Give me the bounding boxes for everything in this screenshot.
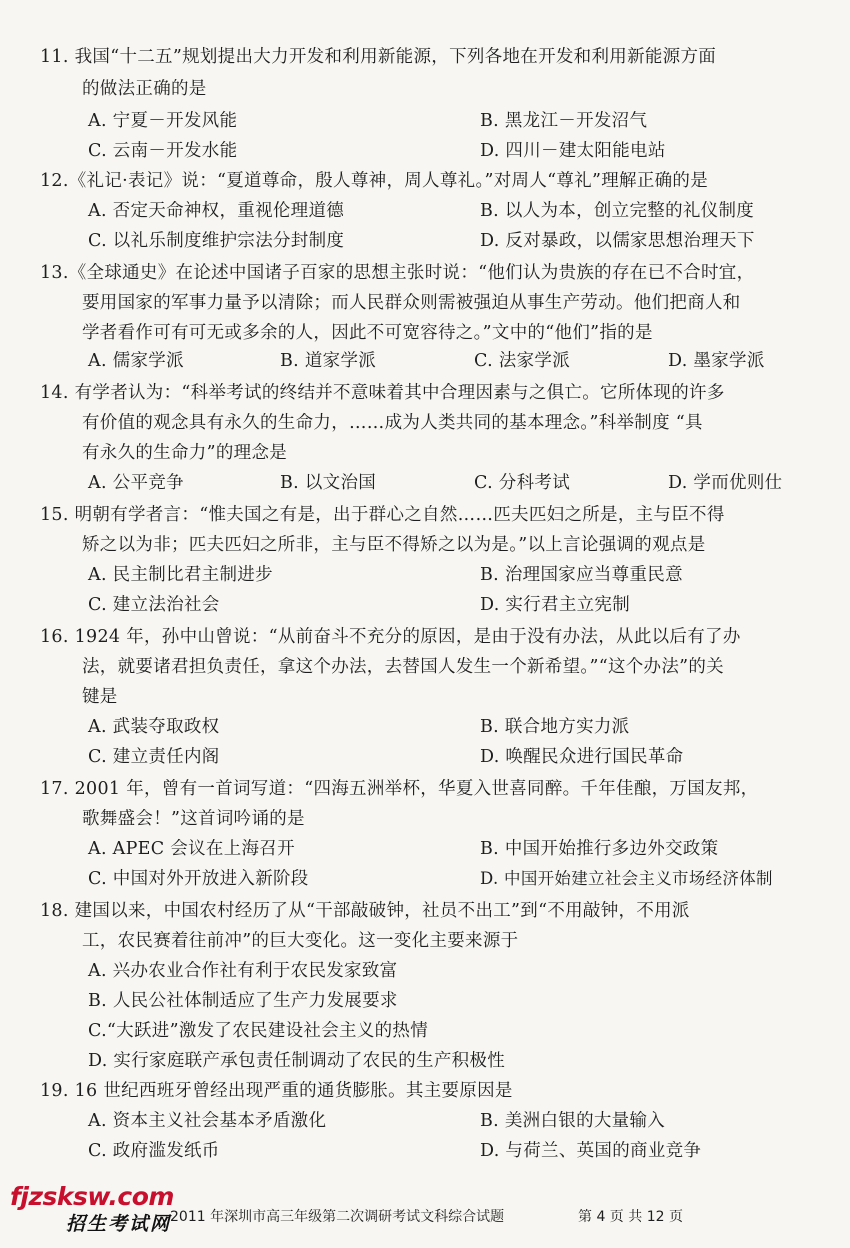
footer-exam-title: 2011 年深圳市高三年级第二次调研考试文科综合试题 bbox=[170, 1209, 505, 1225]
watermark-logo: fjzsksw.com bbox=[10, 1182, 174, 1211]
q19-option-c: C. 政府滥发纸币 bbox=[88, 1141, 220, 1161]
q16-option-c: C. 建立责任内阁 bbox=[88, 747, 220, 767]
q17-stem-line1: 17. 2001 年，曾有一首词写道：“四海五洲举杯，华夏入世喜同醉。千年佳酿，万国友邦， bbox=[40, 779, 759, 799]
q19-option-d: D. 与荷兰、英国的商业竞争 bbox=[480, 1141, 702, 1161]
q18-option-c: C.“大跃进”激发了农民建设社会主义的热情 bbox=[88, 1021, 429, 1041]
q12-option-d: D. 反对暴政，以儒家思想治理天下 bbox=[480, 231, 755, 251]
q13-option-b: B. 道家学派 bbox=[280, 351, 377, 371]
q14-stem-line1: 14. 有学者认为：“科举考试的终结并不意味着其中合理因素与之俱亡。它所体现的许多 bbox=[40, 383, 725, 403]
q17-stem-line2: 歌舞盛会！”这首词吟诵的是 bbox=[82, 809, 305, 829]
q11-option-a: A. 宁夏－开发风能 bbox=[88, 111, 238, 131]
q13-option-c: C. 法家学派 bbox=[474, 351, 570, 371]
watermark-subtitle: 招生考试网 bbox=[66, 1213, 172, 1235]
q12-option-a: A. 否定天命神权，重视伦理道德 bbox=[88, 201, 345, 221]
q16-stem-line2: 法，就要诸君担负责任，拿这个办法，去替国人发生一个新希望。”“这个办法”的关 bbox=[82, 657, 724, 677]
q15-option-c: C. 建立法治社会 bbox=[88, 595, 220, 615]
q13-option-d: D. 墨家学派 bbox=[668, 351, 765, 371]
q17-option-a: A. APEC 会议在上海召开 bbox=[88, 839, 295, 859]
q17-option-c: C. 中国对外开放进入新阶段 bbox=[88, 869, 309, 889]
q18-stem-line2: 工，农民赛着往前冲”的巨大变化。这一变化主要来源于 bbox=[82, 931, 519, 951]
q14-option-d: D. 学而优则仕 bbox=[668, 473, 783, 493]
q11-option-d: D. 四川－建太阳能电站 bbox=[480, 141, 666, 161]
q18-option-a: A. 兴办农业合作社有利于农民发家致富 bbox=[88, 961, 398, 981]
q15-option-a: A. 民主制比君主制进步 bbox=[88, 565, 273, 585]
q18-stem-line1: 18. 建国以来，中国农村经历了从“干部敲破钟，社员不出工”到“不用敲钟，不用派 bbox=[40, 901, 690, 921]
q19-option-a: A. 资本主义社会基本矛盾激化 bbox=[88, 1111, 327, 1131]
q15-option-d: D. 实行君主立宪制 bbox=[480, 595, 631, 615]
q16-option-a: A. 武装夺取政权 bbox=[88, 717, 220, 737]
q18-option-d: D. 实行家庭联产承包责任制调动了农民的生产积极性 bbox=[88, 1051, 506, 1071]
q14-option-b: B. 以文治国 bbox=[280, 473, 377, 493]
q11-stem-line2: 的做法正确的是 bbox=[82, 79, 207, 99]
q16-option-b: B. 联合地方实力派 bbox=[480, 717, 630, 737]
q16-option-d: D. 唤醒民众进行国民革命 bbox=[480, 747, 684, 767]
q13-option-a: A. 儒家学派 bbox=[88, 351, 184, 371]
q18-option-b: B. 人民公社体制适应了生产力发展要求 bbox=[88, 991, 398, 1011]
q14-stem-line3: 有永久的生命力”的理念是 bbox=[82, 443, 288, 463]
q15-stem-line1: 15. 明朝有学者言：“惟夫国之有是，出于群心之自然……匹夫匹妇之所是，主与臣不得 bbox=[40, 505, 725, 525]
q17-option-d: D. 中国开始建立社会主义市场经济体制 bbox=[480, 869, 773, 888]
q13-stem-line3: 学者看作可有可无或多余的人，因此不可宽容待之。”文中的“他们”指的是 bbox=[82, 323, 653, 343]
q16-stem-line1: 16. 1924 年，孙中山曾说：“从前奋斗不充分的原因，是由于没有办法，从此以后有了办 bbox=[40, 627, 741, 647]
q14-option-c: C. 分科考试 bbox=[474, 473, 570, 493]
q19-stem-line1: 19. 16 世纪西班牙曾经出现严重的通货膨胀。其主要原因是 bbox=[40, 1081, 513, 1101]
q15-stem-line2: 矫之以为非；匹夫匹妇之所非，主与臣不得矫之以为是。”以上言论强调的观点是 bbox=[82, 535, 706, 555]
q12-option-c: C. 以礼乐制度维护宗法分封制度 bbox=[88, 231, 345, 251]
q14-option-a: A. 公平竞争 bbox=[88, 473, 184, 493]
q13-stem-line2: 要用国家的军事力量予以清除；而人民群众则需被强迫从事生产劳动。他们把商人和 bbox=[82, 293, 741, 313]
q11-option-b: B. 黑龙江－开发沼气 bbox=[480, 111, 648, 131]
q16-stem-line3: 键是 bbox=[82, 687, 118, 707]
q17-option-b: B. 中国开始推行多边外交政策 bbox=[480, 839, 719, 859]
q14-stem-line2: 有价值的观念具有永久的生命力，……成为人类共同的基本理念。”科举制度 “具 bbox=[82, 413, 703, 433]
q11-stem-line1: 11. 我国“十二五”规划提出大力开发和利用新能源，下列各地在开发和利用新能源方面 bbox=[40, 47, 717, 67]
q11-option-c: C. 云南－开发水能 bbox=[88, 141, 238, 161]
q12-option-b: B. 以人为本，创立完整的礼仪制度 bbox=[480, 201, 755, 221]
q19-option-b: B. 美洲白银的大量输入 bbox=[480, 1111, 666, 1131]
q12-stem-line1: 12.《礼记·表记》说：“夏道尊命，殷人尊神，周人尊礼。”对周人“尊礼”理解正确的是 bbox=[40, 171, 709, 191]
q13-stem-line1: 13.《全球通史》在论述中国诸子百家的思想主张时说：“他们认为贵族的存在已不合时宜， bbox=[40, 263, 755, 283]
q15-option-b: B. 治理国家应当尊重民意 bbox=[480, 565, 683, 585]
footer-page-number: 第 4 页 共 12 页 bbox=[578, 1209, 683, 1225]
